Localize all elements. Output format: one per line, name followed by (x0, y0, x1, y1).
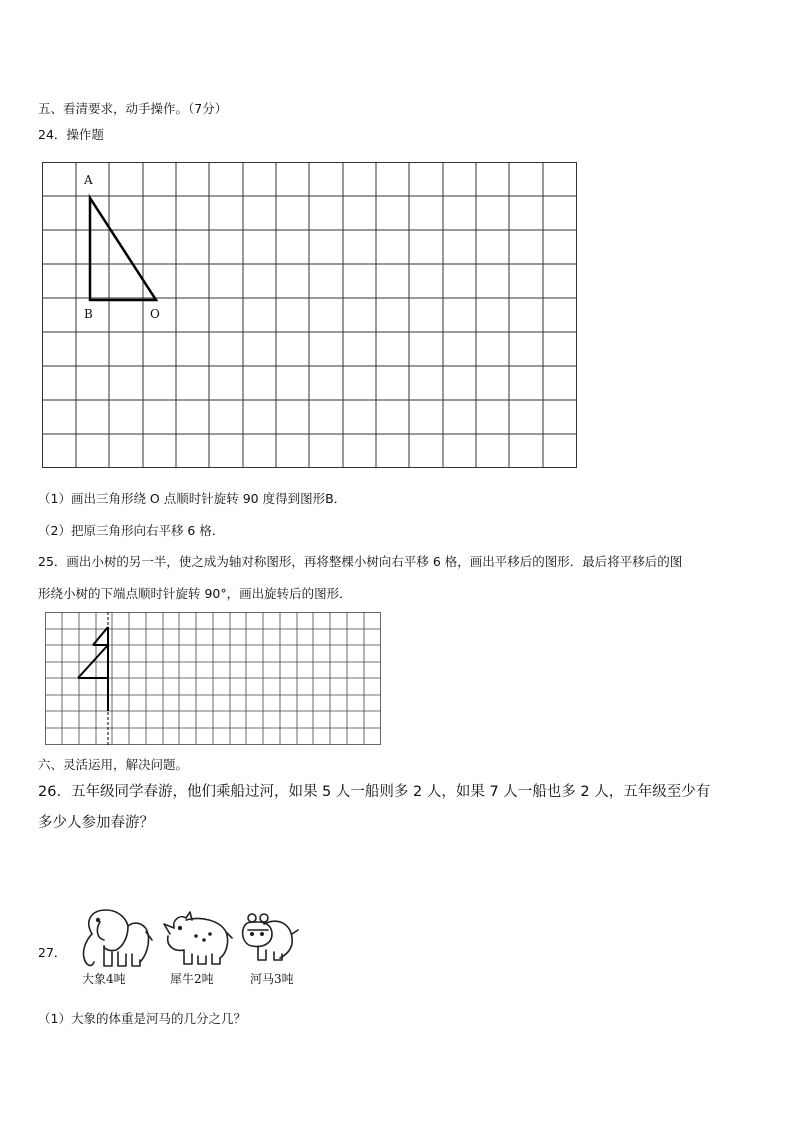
label-o: O (150, 307, 160, 321)
rhino-illustration (164, 912, 232, 964)
question-26-line-1: 26．五年级同学春游，他们乘船过河，如果 5 人一船则多 2 人，如果 7 人一船也多 2 人，五年级至少有 (38, 784, 711, 800)
label-a: A (84, 173, 93, 187)
label-b: B (84, 307, 93, 321)
hippo-caption: 河马3吨 (250, 972, 294, 986)
question-25-line-1: 25．画出小树的另一半，使之成为轴对称图形，再将整棵小树向右平移 6 格，画出平移后的图形．最后将平移后的图 (38, 554, 683, 569)
question-26-line-2: 多少人参加春游？ (38, 815, 154, 831)
elephant-caption: 大象4吨 (82, 972, 126, 986)
question-24-title: 24．操作题 (38, 127, 104, 142)
hippo-illustration (243, 914, 298, 960)
question-25-line-2: 形绕小树的下端点顺时针旋转 90°，画出旋转后的图形． (38, 586, 352, 601)
section-5-heading: 五、看清要求，动手操作。（7分） (38, 101, 228, 116)
rhino-caption: 犀牛2吨 (170, 972, 214, 986)
q24-step-2: （2）把原三角形向右平移 6 格． (38, 523, 225, 538)
q24-grid (42, 162, 577, 468)
elephant-illustration (83, 910, 152, 966)
q25-grid (45, 612, 381, 745)
section-6-heading: 六、灵活运用，解决问题。 (38, 757, 189, 772)
q24-step-1: （1）画出三角形绕 O 点顺时针旋转 90 度得到图形B． (38, 491, 347, 506)
q24-triangle (90, 198, 156, 300)
question-27-sub-1: （1）大象的体重是河马的几分之几？ (38, 1011, 246, 1026)
question-27-number: 27． (38, 945, 67, 960)
q25-half-tree (78, 627, 108, 711)
